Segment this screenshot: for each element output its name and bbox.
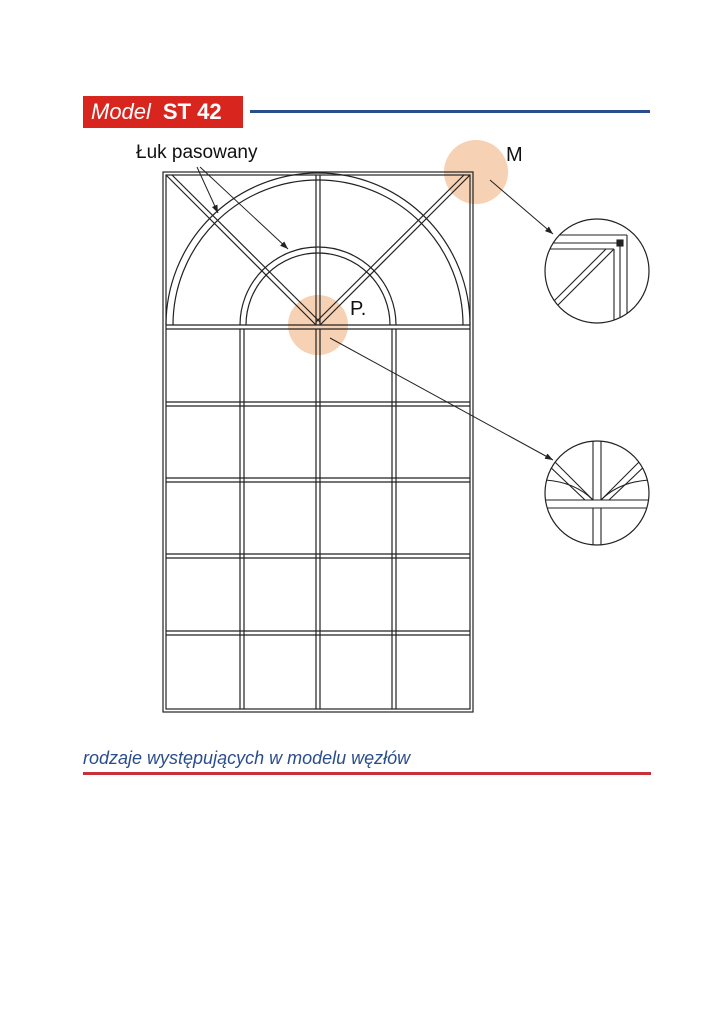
- window-frame: [163, 172, 473, 712]
- detail-p: [545, 440, 650, 550]
- caption-text: rodzaje występujących w modelu węzłów: [83, 748, 411, 768]
- model-label: Model: [91, 99, 151, 124]
- detail-m: [545, 219, 649, 330]
- node-p-label: P.: [350, 298, 367, 320]
- arc-label: Łuk pasowany: [136, 142, 258, 163]
- caption-divider: [83, 772, 651, 775]
- label-arrows: [197, 167, 553, 460]
- node-m-label: M: [506, 144, 523, 166]
- model-code: ST 42: [162, 99, 222, 124]
